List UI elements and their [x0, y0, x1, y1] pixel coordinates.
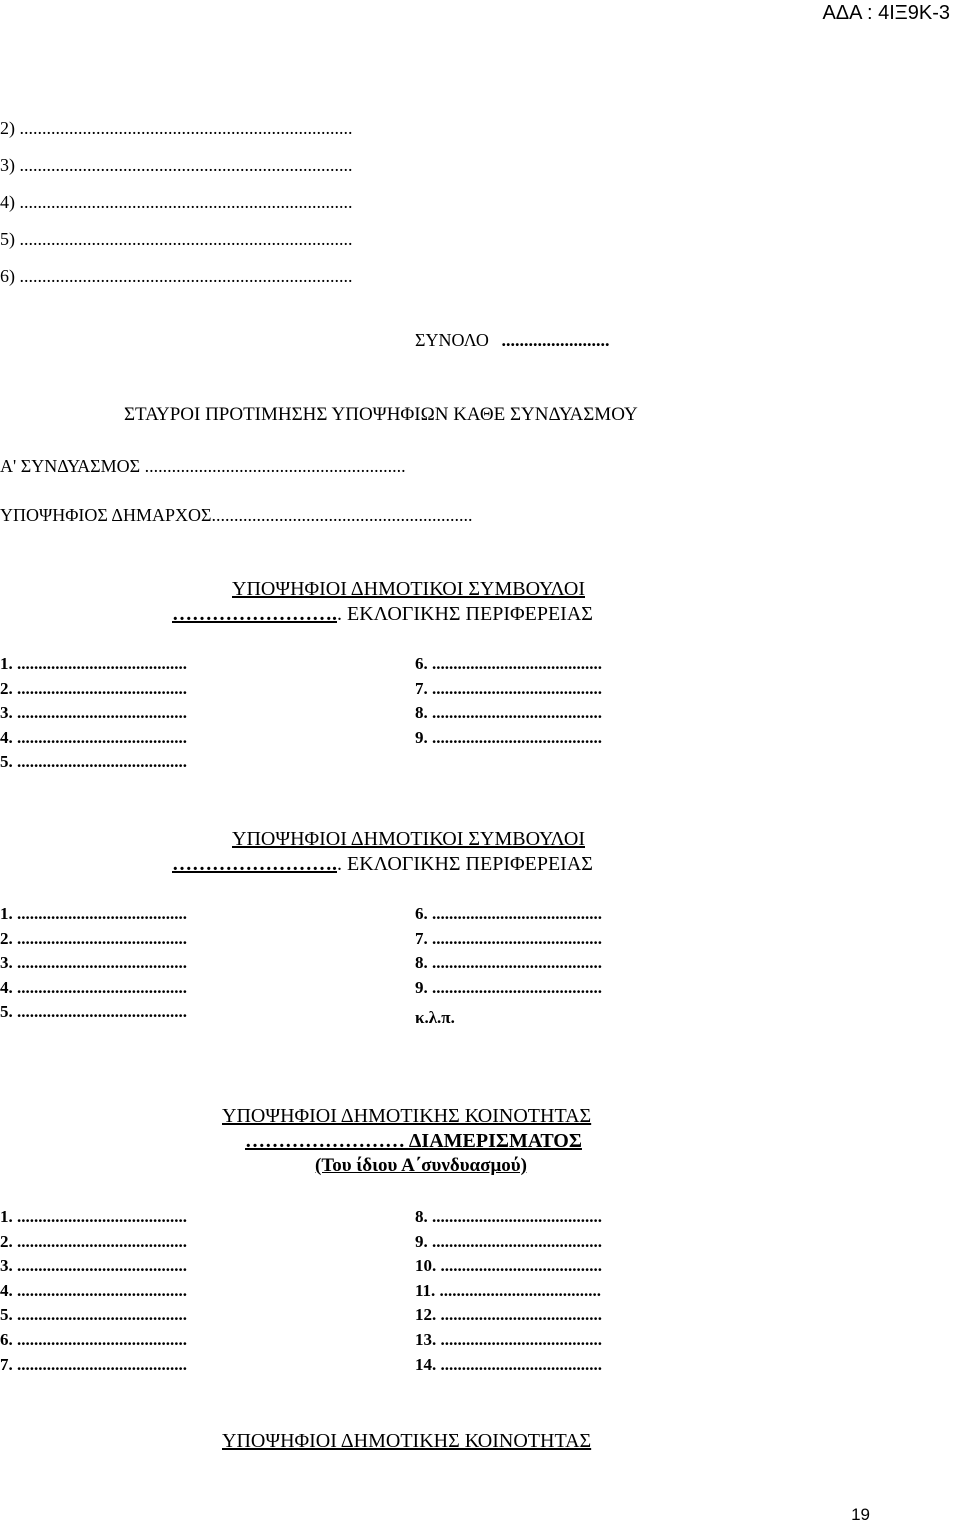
total-line [415, 330, 609, 350]
list-item: 5. ........................................ [0, 752, 187, 772]
list-item: 1. ........................................ [0, 654, 187, 673]
list-item: 3. ........................................ [0, 1256, 187, 1276]
list-item: 1. ........................................ [0, 1207, 187, 1226]
section3-subtitle-text: ΔΙΑΜΕΡΙΣΜΑΤΟΣ [405, 1130, 582, 1152]
list-item: 3. ........................................ [0, 953, 187, 973]
list-item: 2. ........................................ [0, 928, 187, 948]
list-item: 9. ........................................ [415, 977, 602, 997]
list-item: 8. ........................................ [415, 703, 602, 723]
list-item: 7. ........................................ [0, 1354, 187, 1374]
section2-right-list [415, 902, 602, 1031]
coalition-line: Α' ΣΥΝΔΥΑΣΜΟΣ .......................................................... [0, 456, 406, 476]
section4-title: ΥΠΟΨΗΦΙΟΙ ΔΗΜΟΤΙΚΗΣ ΚΟΙΝΟΤΗΤΑΣ [222, 1430, 592, 1452]
list-item: 7. ........................................ [415, 678, 602, 698]
section1-title: ΥΠΟΨΗΦΙΟΙ ΔΗΜΟΤΙΚΟΙ ΣΥΜΒΟΥΛΟΙ [232, 578, 585, 600]
list-item: 4. ........................................ [0, 977, 187, 997]
section2-left-list [0, 902, 187, 1025]
page-number: 19 [851, 1505, 870, 1524]
vote-line-4: 4) .......................................................................... [0, 192, 353, 212]
list-item: 2. ........................................ [0, 678, 187, 698]
list-item: 4. ........................................ [0, 1280, 187, 1300]
list-item: κ.λ.π. [415, 1008, 455, 1028]
vote-line-5: 5) .......................................................................... [0, 229, 353, 249]
section1-right-list [415, 652, 602, 750]
section2-subtitle [172, 853, 593, 875]
list-item: 12. ...................................... [415, 1305, 602, 1325]
section3-left-list [0, 1205, 187, 1377]
vote-line-6: 6) .......................................................................... [0, 266, 353, 286]
section1-subtitle [172, 603, 593, 625]
list-item: 9. ........................................ [415, 1231, 602, 1251]
list-item: 14. ...................................... [415, 1354, 602, 1374]
preferences-title: ΣΤΑΥΡΟΙ ΠΡΟΤΙΜΗΣΗΣ ΥΠΟΨΗΦΙΩΝ ΚΑΘΕ ΣΥΝΔΥΑΣΜΟΥ [124, 404, 638, 425]
list-item: 1. ........................................ [0, 904, 187, 923]
list-item: 13. ...................................... [415, 1329, 602, 1349]
total-label: ΣΥΝΟΛΟ [415, 330, 489, 350]
section3-title: ΥΠΟΨΗΦΙΟΙ ΔΗΜΟΤΙΚΗΣ ΚΟΙΝΟΤΗΤΑΣ [222, 1105, 592, 1127]
vote-line-2: 2) .......................................................................... [0, 118, 353, 138]
section1-left-list [0, 652, 187, 775]
section3-subtitle-dots: …………………… [245, 1130, 405, 1152]
list-item: 10. ...................................... [415, 1256, 602, 1276]
section3-note: (Του ίδιου Α΄συνδυασμού) [315, 1155, 527, 1176]
list-item: 5. ........................................ [0, 1002, 187, 1022]
list-item: 6. ........................................ [0, 1329, 187, 1349]
section3-right-list [415, 1205, 602, 1377]
section2-title: ΥΠΟΨΗΦΙΟΙ ΔΗΜΟΤΙΚΟΙ ΣΥΜΒΟΥΛΟΙ [232, 828, 585, 850]
list-item: 6. ........................................ [415, 904, 602, 923]
list-item: 7. ........................................ [415, 928, 602, 948]
vote-line-3: 3) .......................................................................... [0, 155, 353, 175]
total-dots: ........................ [501, 330, 610, 350]
section3-subtitle [245, 1130, 582, 1152]
ada-code: ΑΔΑ : 4ΙΞ9Κ-3 [822, 2, 950, 24]
list-item: 5. ........................................ [0, 1305, 187, 1325]
list-item: 3. ........................................ [0, 703, 187, 723]
section2-subtitle-dots: ……………………. [172, 853, 337, 875]
list-item: 8. ........................................ [415, 1207, 602, 1226]
list-item: 9. ........................................ [415, 727, 602, 747]
section2-subtitle-text: . ΕΚΛΟΓΙΚΗΣ ΠΕΡΙΦΕΡΕΙΑΣ [337, 853, 593, 875]
list-item: 4. ........................................ [0, 727, 187, 747]
section1-subtitle-dots: ……………………. [172, 603, 337, 625]
mayor-line: ΥΠΟΨΗΦΙΟΣ ΔΗΜΑΡΧΟΣ.......................................................... [0, 505, 473, 525]
section1-subtitle-text: . ΕΚΛΟΓΙΚΗΣ ΠΕΡΙΦΕΡΕΙΑΣ [337, 603, 593, 625]
list-item: 6. ........................................ [415, 654, 602, 673]
list-item: 8. ........................................ [415, 953, 602, 973]
list-item: 11. ...................................... [415, 1280, 602, 1300]
list-item: 2. ........................................ [0, 1231, 187, 1251]
